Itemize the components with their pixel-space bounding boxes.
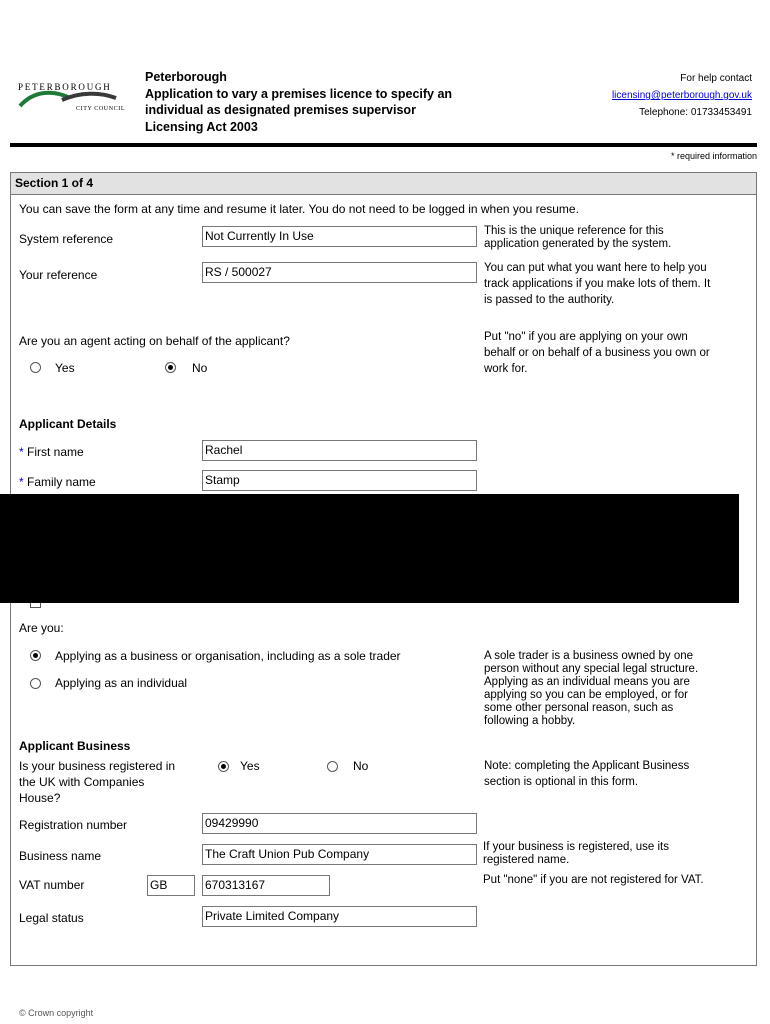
vat-number-field[interactable]: 670313167 [202, 875, 330, 896]
system-reference-help [484, 225, 671, 251]
help-line: behalf or on behalf of a business you own or [484, 347, 710, 359]
business-name-field[interactable]: The Craft Union Pub Company [202, 844, 477, 865]
are-you-help [484, 650, 698, 728]
question-line: House? [19, 791, 61, 805]
section-intro: You can save the form at any time and resume it later. You do not need to be logged in when you resume. [19, 202, 579, 216]
agent-no-radio[interactable] [165, 362, 176, 373]
help-line: registered name. [483, 854, 570, 866]
help-line: is passed to the authority. [484, 294, 615, 306]
title-line: Peterborough [145, 70, 227, 84]
agent-help [484, 329, 710, 377]
your-reference-field[interactable]: RS / 500027 [202, 262, 477, 283]
title-line: Application to vary a premises licence to specify an [145, 86, 453, 101]
business-applicant-radio[interactable] [30, 650, 41, 661]
contact-phone: Telephone: 01733453491 [639, 107, 752, 118]
vat-help: Put "none" if you are not registered for VAT. [483, 874, 704, 886]
legal-status-field[interactable]: Private Limited Company [202, 906, 477, 927]
council-logo [14, 78, 124, 118]
first-name-field[interactable]: Rachel [202, 440, 477, 461]
question-line: Is your business registered in [19, 759, 176, 773]
contact-label: For help contact [680, 73, 752, 84]
your-reference-help [484, 260, 710, 308]
question-line: the UK with Companies [19, 775, 145, 789]
registration-number-label: Registration number [19, 818, 128, 832]
required-marker: * [19, 475, 24, 489]
applicant-details-heading: Applicant Details [19, 417, 117, 431]
help-line: A sole trader is a business owned by one [484, 650, 694, 662]
business-note [484, 758, 689, 790]
registered-no-label: No [353, 759, 369, 773]
required-note: * required information [670, 151, 757, 161]
business-name-label: Business name [19, 849, 102, 863]
business-applicant-label: Applying as a business or organisation, including as a sole trader [55, 649, 401, 663]
title-line: Licensing Act 2003 [145, 119, 258, 134]
family-name-label-text: Family name [27, 475, 96, 489]
registration-number-field[interactable]: 09429990 [202, 813, 477, 834]
first-name-label-text: First name [27, 445, 84, 459]
help-line: following a hobby. [484, 715, 576, 727]
applicant-business-heading: Applicant Business [19, 739, 131, 753]
help-line: work for. [484, 363, 528, 375]
help-line: Applying as an individual means you are [484, 676, 690, 688]
vat-number-label: VAT number [19, 878, 85, 892]
business-name-help [483, 841, 669, 867]
help-line: This is the unique reference for this [484, 225, 664, 237]
registered-question [19, 758, 175, 806]
agent-no-label: No [192, 361, 208, 375]
agent-question-label: Are you an agent acting on behalf of the applicant? [19, 334, 290, 348]
help-line: application generated by the system. [484, 238, 672, 250]
logo-text-top: PETERBOROUGH [18, 82, 112, 92]
contact-email-link[interactable]: licensing@peterborough.gov.uk [611, 90, 752, 101]
first-name-label [19, 444, 84, 460]
registered-yes-radio[interactable] [218, 761, 229, 772]
crown-copyright: © Crown copyright [19, 1008, 94, 1018]
help-contact [612, 70, 752, 121]
required-marker: * [19, 445, 24, 459]
help-line: person without any special legal structure. [484, 663, 699, 675]
help-line: some other personal reason, such as [484, 702, 674, 714]
title-line: individual as designated premises supervisor [145, 103, 416, 117]
individual-applicant-radio[interactable] [30, 678, 41, 689]
agent-yes-radio[interactable] [30, 362, 41, 373]
help-line: Note: completing the Applicant Business [484, 760, 690, 772]
help-line: Put "no" if you are applying on your own [484, 331, 688, 343]
system-reference-field[interactable]: Not Currently In Use [202, 226, 477, 247]
are-you-label: Are you: [19, 621, 64, 635]
form-title [145, 69, 452, 135]
registered-no-radio[interactable] [327, 761, 338, 772]
family-name-field[interactable]: Stamp [202, 470, 477, 491]
help-line: applying so you can be employed, or for [484, 689, 688, 701]
help-line: You can put what you want here to help you [484, 262, 707, 274]
your-reference-label: Your reference [19, 268, 98, 282]
section-title: Section 1 of 4 [11, 173, 756, 195]
agent-yes-label: Yes [55, 361, 75, 375]
legal-status-label: Legal status [19, 911, 84, 925]
individual-applicant-label: Applying as an individual [55, 676, 188, 690]
header-divider [10, 143, 757, 147]
redaction-block [0, 494, 739, 603]
logo-text-bottom: CITY COUNCIL [76, 106, 126, 112]
help-line: If your business is registered, use its [483, 841, 669, 853]
help-line: section is optional in this form. [484, 776, 639, 788]
vat-prefix-field[interactable]: GB [147, 875, 195, 896]
system-reference-label: System reference [19, 232, 114, 246]
family-name-label [19, 474, 96, 490]
registered-yes-label: Yes [240, 759, 260, 773]
help-line: track applications if you make lots of them. It [484, 278, 711, 290]
